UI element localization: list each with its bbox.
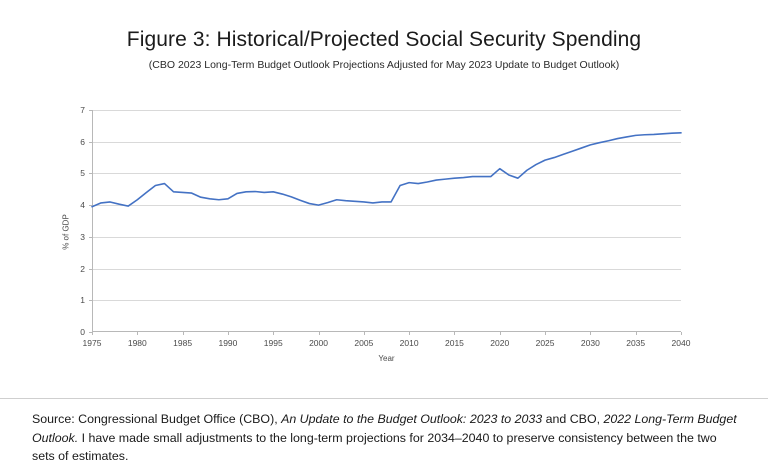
x-tick-label: 2005 <box>354 338 374 348</box>
x-tick-mark <box>500 332 501 335</box>
x-tick-mark <box>681 332 682 335</box>
source-note <box>32 410 738 466</box>
x-tick-label: 1985 <box>173 338 193 348</box>
x-tick-label: 2030 <box>580 338 600 348</box>
x-tick-label: 2040 <box>671 338 691 348</box>
series-line-social-security <box>92 110 681 332</box>
y-tick-label: 7 <box>80 105 85 115</box>
source-note-part1: Source: Congressional Budget Office (CBO), <box>32 412 282 426</box>
source-note-italic1: An Update to the Budget Outlook: 2023 to 2033 <box>281 412 543 426</box>
x-tick-mark <box>183 332 184 335</box>
x-tick-label: 2015 <box>444 338 464 348</box>
y-tick-label: 6 <box>80 136 85 147</box>
source-note-part2: and CBO, <box>542 412 604 426</box>
x-tick-mark <box>364 332 365 335</box>
x-tick-mark <box>545 332 546 335</box>
section-divider <box>0 398 768 399</box>
data-line <box>92 133 681 207</box>
figure-title: Figure 3: Historical/Projected Social Security Spending <box>126 28 642 51</box>
x-tick-mark <box>590 332 591 335</box>
chart-area <box>0 92 768 372</box>
source-note-italic2: 2022 Long-Term Budget Outlook. <box>32 412 737 445</box>
y-tick-label: 3 <box>80 231 85 242</box>
y-tick-label: 0 <box>80 327 85 337</box>
x-tick-mark <box>454 332 455 335</box>
x-tick-mark <box>92 332 93 335</box>
x-tick-label: 1995 <box>263 338 283 348</box>
figure-subtitle: (CBO 2023 Long-Term Budget Outlook Projections Adjusted for May 2023 Update to Budget Outlook) <box>148 59 620 72</box>
x-tick-label: 2000 <box>309 338 328 348</box>
x-tick-label: 2025 <box>535 338 555 348</box>
x-axis-title: Year <box>378 354 395 363</box>
x-tick-label: 1980 <box>127 338 147 348</box>
x-tick-mark <box>409 332 410 335</box>
x-tick-mark <box>273 332 274 335</box>
x-tick-label: 2010 <box>399 338 419 348</box>
source-note-part3: I have made small adjustments to the long-term projections for 2034–2040 to preserve consistency between the two sets of estimates. <box>32 430 717 464</box>
x-tick-label: 1990 <box>218 338 238 348</box>
y-tick-label: 2 <box>80 263 85 274</box>
plot-area <box>80 105 691 348</box>
x-tick-mark <box>137 332 138 335</box>
x-tick-mark <box>636 332 637 335</box>
x-tick-label: 2035 <box>626 338 646 348</box>
y-tick-label: 5 <box>80 168 85 179</box>
y-axis-title: % of GDP <box>61 214 71 250</box>
y-tick-label: 4 <box>80 200 85 211</box>
x-tick-label: 1975 <box>82 338 102 348</box>
y-tick-label: 1 <box>80 295 85 306</box>
x-tick-mark <box>228 332 229 335</box>
x-tick-mark <box>319 332 320 335</box>
x-tick-label: 2020 <box>490 338 510 348</box>
